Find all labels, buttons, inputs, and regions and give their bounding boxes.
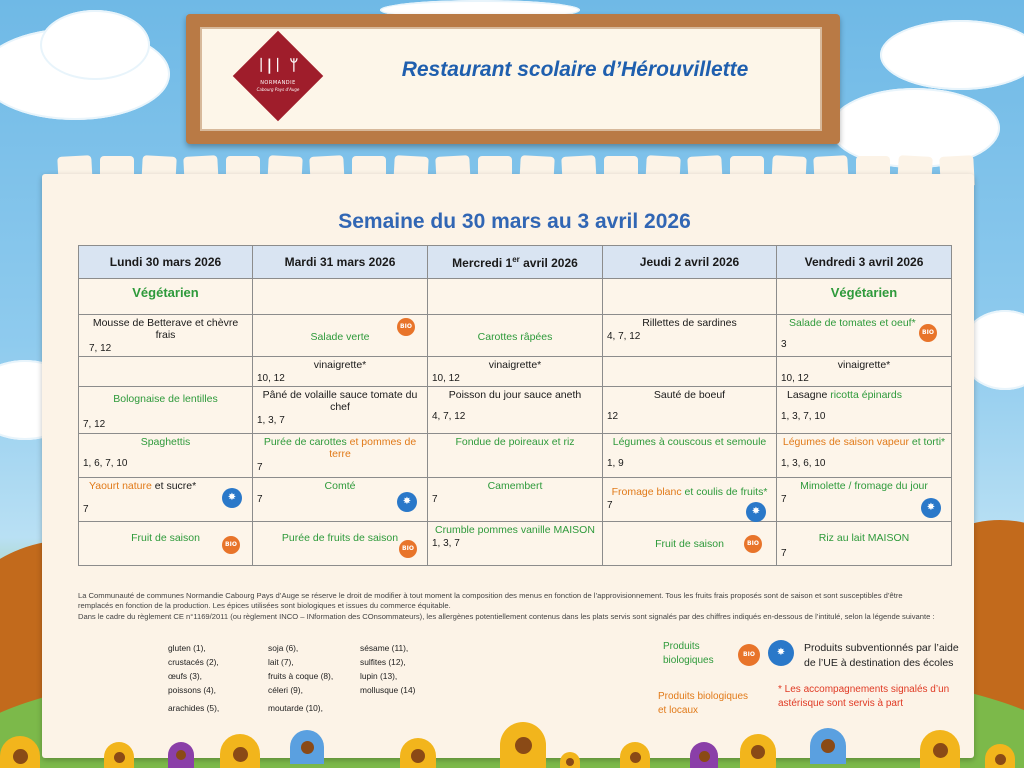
flower-decoration	[500, 722, 546, 768]
day-header: Lundi 30 mars 2026	[79, 246, 253, 279]
main-course-row	[79, 387, 952, 434]
allergen-codes: 1, 3, 7	[432, 538, 460, 549]
logo-subtitle: Cabourg Pays d'Auge	[256, 87, 300, 92]
flower-center	[301, 741, 314, 754]
day-header: Vendredi 3 avril 2026	[777, 246, 952, 279]
flower-center	[751, 745, 765, 759]
day-header-row	[79, 246, 952, 279]
flower-center	[821, 739, 835, 753]
dish-label: vinaigrette*	[837, 359, 891, 371]
dish-label	[781, 436, 947, 448]
allergen-codes: 3	[781, 339, 787, 350]
eu-subsidy-icon: ✸	[768, 640, 794, 666]
menu-cell	[777, 478, 952, 522]
notice-paragraph: La Communauté de communes Normandie Cabourg Pays d’Auge se réserve le droit de modifier à tout moment la composition des menus en fonction de l’approvisionnement. Tous les fruits frais proposés sont de saison et sont susceptibles d’être remplacés en fonction de la production. Les épices utilisées sont biologiques et issues du commerce équitable.	[78, 591, 903, 611]
menu-cell	[79, 478, 253, 522]
restaurant-title: Restaurant scolaire d’Hérouvillette	[401, 58, 749, 81]
organic-badge-icon: BIO	[744, 535, 762, 553]
flower-decoration	[400, 738, 436, 768]
menu-table	[78, 245, 952, 566]
eu-subsidy-icon: ✸	[222, 488, 242, 508]
dessert-row	[79, 522, 952, 566]
allergen-codes: 7	[257, 462, 263, 473]
legend-organic-line: biologiques	[663, 655, 714, 666]
dish-label: Salade verte	[310, 331, 370, 343]
flower-decoration	[290, 730, 324, 764]
flower-center	[630, 752, 641, 763]
cloud-decoration	[40, 10, 150, 80]
menu-cell	[79, 522, 253, 566]
menu-cell	[777, 357, 952, 387]
flower-decoration	[985, 744, 1015, 768]
allergen-codes: 10, 12	[432, 373, 460, 384]
dish-label: Salade de tomates et oeuf*	[789, 317, 916, 329]
menu-cell	[428, 315, 603, 357]
allergen-codes: 1, 3, 7, 10	[781, 411, 826, 422]
flower-decoration	[168, 742, 194, 768]
category-row	[79, 279, 952, 315]
flower-decoration	[560, 752, 580, 768]
menu-cell	[603, 387, 777, 434]
flower-center	[995, 754, 1006, 765]
category-label: Végétarien	[830, 285, 898, 300]
organic-badge-icon: BIO	[399, 540, 417, 558]
dish-label: Purée de fruits de saison	[281, 532, 399, 544]
allergen-codes: 7, 12	[83, 419, 106, 430]
category-label	[607, 281, 772, 285]
menu-cell	[79, 434, 253, 478]
allergen-codes: 1, 3, 7	[257, 415, 285, 426]
menu-cell	[603, 478, 777, 522]
menu-cell	[253, 315, 428, 357]
flower-center	[566, 758, 574, 766]
flower-center	[411, 749, 425, 763]
dish-label-part: Yaourt nature	[89, 480, 155, 492]
allergen-item: gluten (1),	[168, 643, 206, 653]
allergen-codes: 7	[257, 494, 263, 505]
dish-label: Fruit de saison	[655, 538, 724, 550]
menu-cell	[428, 279, 603, 315]
allergen-codes: 1, 3, 6, 10	[781, 458, 826, 469]
eu-subsidy-icon: ✸	[746, 502, 766, 522]
dish-label: Légumes à couscous et semoule	[612, 436, 767, 448]
allergen-item: céleri (9),	[268, 685, 303, 695]
allergen-item: moutarde (10),	[268, 703, 323, 713]
dish-label: Riz au lait MAISON	[818, 532, 910, 544]
allergen-codes: 7	[83, 504, 89, 515]
menu-cell	[79, 315, 253, 357]
flower-center	[114, 752, 125, 763]
menu-cell	[428, 522, 603, 566]
menu-cell	[777, 315, 952, 357]
legend-eu-subsidy: Produits subventionnés par l’aide de l’UE à destination des écoles	[804, 642, 959, 669]
allergen-item: lupin (13),	[360, 671, 398, 681]
allergen-column	[268, 643, 333, 717]
menu-cell	[79, 279, 253, 315]
week-title: Semaine du 30 mars au 3 avril 2026	[338, 210, 691, 233]
allergen-codes: 10, 12	[781, 373, 809, 384]
logo-lettering	[239, 56, 317, 106]
flower-decoration	[104, 742, 134, 768]
menu-cell	[603, 279, 777, 315]
flower-decoration	[740, 734, 776, 768]
logo-brand: NORMANDIE	[260, 80, 296, 86]
menu-cell	[253, 357, 428, 387]
dairy-row	[79, 478, 952, 522]
menu-cell	[428, 357, 603, 387]
flower-decoration	[0, 736, 40, 768]
allergen-codes: 4, 7, 12	[432, 411, 466, 422]
organic-badge-icon: BIO	[222, 536, 240, 554]
legend-organic-local	[658, 690, 748, 718]
dish-label-part: Lasagne	[787, 389, 831, 401]
notice-paragraph: Dans le cadre du règlement CE n°1169/2011 (ou règlement INCO – INformation des COnsommateurs), les allergènes potentiellement contenus dans les plats servis sont signalés par des chiffres indiqués en-dessous de l’intitulé, selon la légende suivante :	[78, 611, 935, 621]
day-header-sup: er	[512, 254, 520, 264]
menu-cell	[253, 387, 428, 434]
dish-label-part: et coulis de fruits*	[684, 486, 768, 498]
menu-cell	[603, 357, 777, 387]
allergen-column	[360, 643, 415, 699]
day-header: Mardi 31 mars 2026	[253, 246, 428, 279]
flower-center	[13, 749, 28, 764]
dish-label-part: Purée de carottes	[263, 436, 350, 448]
menu-cell	[253, 478, 428, 522]
dish-label: Fruit de saison	[131, 532, 200, 544]
category-label: Végétarien	[132, 285, 199, 300]
allergen-item: mollusque (14)	[360, 685, 416, 695]
menu-cell	[79, 357, 253, 387]
menu-cell	[603, 434, 777, 478]
dish-label: Carottes râpées	[477, 331, 553, 343]
menu-cell	[777, 387, 952, 434]
flower-decoration	[810, 728, 846, 764]
dish-label-part: Légumes de saison vapeur	[782, 436, 912, 448]
dish-label: Fondue de poireaux et riz	[455, 436, 575, 448]
side-dish-row	[79, 434, 952, 478]
allergen-item: sésame (11),	[360, 643, 409, 653]
allergen-item: soja (6),	[268, 643, 299, 653]
dish-label: vinaigrette*	[313, 359, 367, 371]
legend-organic-local-line: Produits biologiques	[658, 691, 749, 702]
day-header-text: avril 2026	[519, 255, 578, 270]
flower-center	[933, 743, 948, 758]
day-header: Jeudi 2 avril 2026	[603, 246, 777, 279]
allergen-item: fruits à coque (8),	[268, 671, 334, 681]
flower-decoration	[620, 742, 650, 768]
dish-label: Crumble pommes vanille MAISON	[435, 524, 595, 536]
organic-badge-icon: BIO	[397, 318, 415, 336]
flower-center	[515, 737, 532, 754]
allergen-codes: 1, 6, 7, 10	[83, 458, 128, 469]
dish-label: Bolognaise de lentilles	[113, 393, 218, 405]
legend-organic	[663, 640, 714, 668]
dish-label: Mimolette / fromage du jour	[800, 480, 928, 492]
dish-label: Spaghettis	[140, 436, 191, 448]
category-label	[432, 281, 598, 285]
dish-label	[257, 436, 423, 460]
dish-label-part: Fromage blanc	[611, 486, 685, 498]
dish-label-part: ricotta épinards	[830, 389, 903, 401]
allergen-legend	[168, 643, 494, 719]
flower-center	[233, 747, 248, 762]
flower-decoration	[920, 730, 960, 768]
menu-cell	[428, 434, 603, 478]
dish-label-part: et pommes de terre	[329, 436, 417, 460]
menu-cell	[79, 387, 253, 434]
dish-label	[607, 486, 772, 498]
logo-mark: ᛁ|ᛁ ᛘ	[256, 56, 300, 74]
menu-notice	[78, 591, 936, 622]
allergen-item: poissons (4),	[168, 685, 216, 695]
menu-cell	[253, 522, 428, 566]
allergen-codes: 7	[781, 494, 787, 505]
flower-decoration	[220, 734, 260, 768]
allergen-codes: 7	[432, 494, 438, 505]
menu-cell	[428, 478, 603, 522]
category-label	[257, 281, 423, 285]
flower-decoration	[690, 742, 718, 768]
legend-organic-line: Produits	[663, 641, 700, 652]
day-header	[428, 246, 603, 279]
dish-label: Poisson du jour sauce aneth	[448, 389, 582, 401]
legend-asterisk-note: * Les accompagnements signalés d’un astérisque sont servis à part	[778, 684, 950, 709]
dish-label-part: et torti*	[911, 436, 946, 448]
allergen-column	[168, 643, 219, 717]
menu-cell	[603, 522, 777, 566]
organic-badge-icon: BIO	[919, 324, 937, 342]
dish-label: Pâné de volaille sauce tomate du chef	[262, 389, 418, 413]
allergen-item: sulfites (12),	[360, 657, 406, 667]
allergen-codes: 7	[781, 548, 787, 559]
eu-subsidy-icon: ✸	[921, 498, 941, 518]
allergen-item: arachides (5),	[168, 703, 220, 713]
menu-cell	[253, 434, 428, 478]
allergen-codes: 10, 12	[257, 373, 285, 384]
dressing-row	[79, 357, 952, 387]
menu-cell	[777, 279, 952, 315]
starter-row	[79, 315, 952, 357]
menu-cell	[777, 522, 952, 566]
allergen-codes: 7	[607, 500, 613, 511]
dish-label: Comté	[324, 480, 356, 492]
dish-label: Sauté de boeuf	[653, 389, 726, 401]
dish-label-part: et sucre*	[154, 480, 197, 492]
allergen-codes: 1, 9	[607, 458, 624, 469]
dish-label: vinaigrette*	[488, 359, 542, 371]
flower-center	[699, 751, 710, 762]
menu-cell	[428, 387, 603, 434]
allergen-item: crustacés (2),	[168, 657, 219, 667]
allergen-item: lait (7),	[268, 657, 294, 667]
day-header-text: Mercredi 1	[452, 255, 513, 270]
dish-label: Camembert	[487, 480, 543, 492]
dish-label	[83, 480, 248, 492]
flower-center	[176, 750, 186, 760]
organic-badge-icon: BIO	[738, 644, 760, 666]
menu-cell	[253, 279, 428, 315]
eu-subsidy-icon: ✸	[397, 492, 417, 512]
allergen-codes: 12	[607, 411, 619, 422]
dish-label: Mousse de Betterave et chèvre frais	[92, 317, 239, 341]
allergen-codes: 4, 7, 12	[607, 331, 641, 342]
cloud-decoration	[880, 20, 1024, 90]
allergen-item: œufs (3),	[168, 671, 202, 681]
dish-label: Rillettes de sardines	[642, 317, 737, 329]
dish-label	[781, 389, 947, 401]
legend-organic-local-line: et locaux	[658, 705, 699, 716]
menu-cell	[777, 434, 952, 478]
menu-cell	[603, 315, 777, 357]
allergen-codes: 7, 12	[89, 343, 112, 354]
